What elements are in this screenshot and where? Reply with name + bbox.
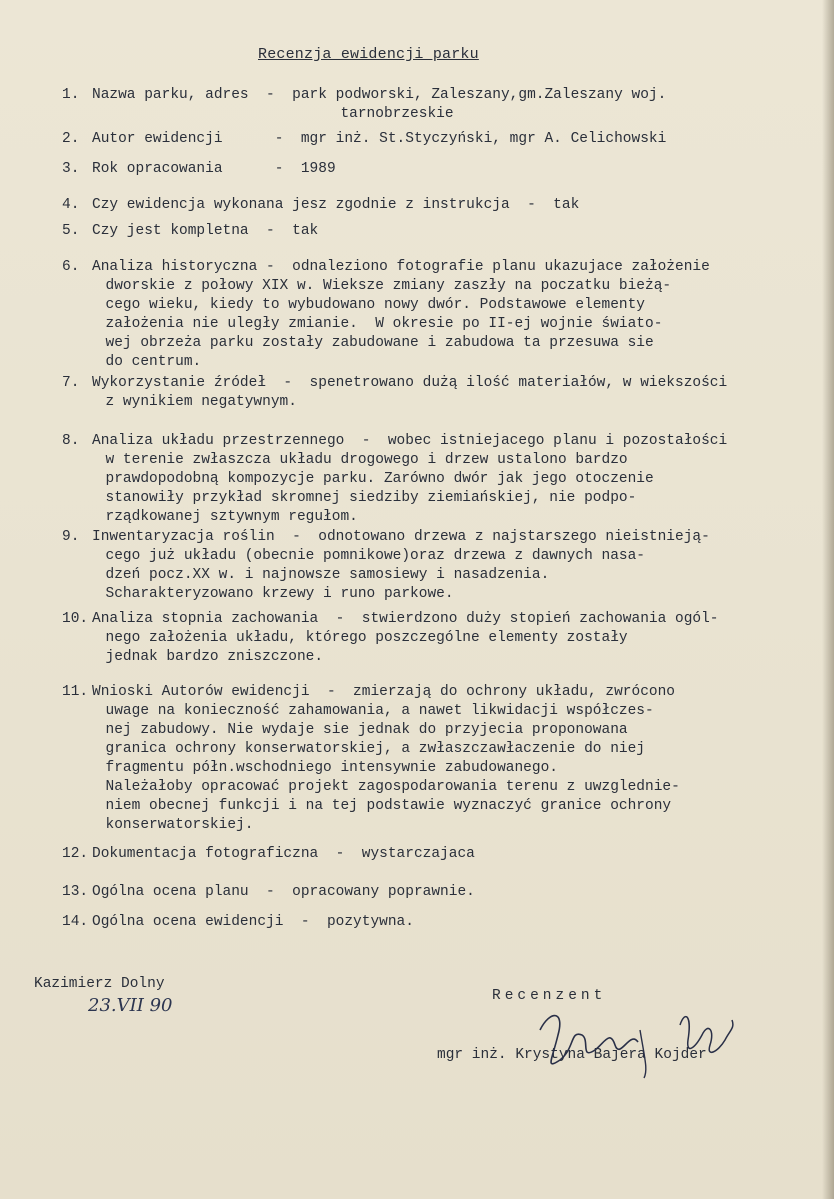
item-text-line: Analiza historyczna - odnaleziono fotografie planu ukazujace założenie	[92, 259, 710, 275]
place-of-signing: Kazimierz Dolny	[34, 976, 165, 992]
item-text-line: Należałoby opracować projekt zagospodarowania terenu z uwzglednie-	[62, 779, 680, 795]
item-number: 2.	[62, 131, 80, 147]
item-number: 12.	[62, 846, 89, 862]
item-text-line: Wykorzystanie źródeł - spenetrowano dużą ilość materiałów, w wiekszości	[92, 375, 728, 391]
item-text-line: założenia nie uległy zmianie. W okresie po II-ej wojnie świato-	[62, 316, 663, 332]
item-text-line: nej zabudowy. Nie wydaje sie jednak do przyjecia proponowana	[62, 722, 628, 738]
item-text-line: granica ochrony konserwatorskiej, a zwłaszczawłaczenie do niej	[62, 741, 645, 757]
item-text-line: Wnioski Autorów ewidencji - zmierzają do ochrony układu, zwrócono	[92, 684, 675, 700]
item-text-line: Scharakteryzowano krzewy i runo parkowe.	[62, 586, 454, 602]
review-item	[62, 432, 822, 527]
item-text-line: Ogólna ocena planu - opracowany poprawnie.	[92, 884, 475, 900]
item-text-line: dworskie z połowy XIX w. Wieksze zmiany zaszły na poczatku bieżą-	[62, 278, 672, 294]
item-text-line: Ogólna ocena ewidencji - pozytywna.	[92, 914, 414, 930]
item-text-line: uwage na konieczność zahamowania, a nawet likwidacji współczes-	[62, 703, 654, 719]
review-item	[62, 845, 822, 864]
item-text-line: Inwentaryzacja roślin - odnotowano drzewa z najstarszego nieistnieją-	[92, 529, 710, 545]
item-text-line: Dokumentacja fotograficzna - wystarczajaca	[92, 846, 475, 862]
reviewer-label: Recenzent	[492, 988, 607, 1004]
review-item	[62, 883, 822, 902]
item-text-line: Czy ewidencja wykonana jesz zgodnie z instrukcja - tak	[92, 197, 580, 213]
review-item	[62, 610, 822, 667]
review-item	[62, 196, 822, 215]
item-number: 1.	[62, 87, 80, 103]
reviewer-name: mgr inż. Krystyna Bajera Kojder	[437, 1047, 707, 1063]
review-item	[62, 913, 822, 932]
item-text-line: cego wieku, kiedy to wybudowano nowy dwór. Podstawowe elementy	[62, 297, 645, 313]
review-item	[62, 374, 822, 412]
review-item	[62, 86, 822, 124]
item-number: 3.	[62, 161, 80, 177]
review-item	[62, 160, 822, 179]
handwritten-date: 23.VII 90	[88, 995, 173, 1016]
review-item	[62, 130, 822, 149]
item-text-line: w terenie zwłaszcza układu drogowego i drzew ustalono bardzo	[62, 452, 628, 468]
item-text-line: Autor ewidencji - mgr inż. St.Styczyński, mgr A. Celichowski	[92, 131, 667, 147]
item-text-line: Analiza układu przestrzennego - wobec istniejacego planu i pozostałości	[92, 433, 728, 449]
item-text-line: Nazwa parku, adres - park podworski, Zaleszany,gm.Zaleszany woj.	[92, 87, 667, 103]
page-edge-shadow	[822, 0, 834, 1199]
item-text-line: cego już układu (obecnie pomnikowe)oraz drzewa z dawnych nasa-	[62, 548, 645, 564]
item-number: 7.	[62, 375, 80, 391]
item-text-line: jednak bardzo zniszczone.	[62, 649, 324, 665]
item-number: 9.	[62, 529, 80, 545]
item-text-line: tarnobrzeskie	[62, 106, 454, 122]
item-number: 6.	[62, 259, 80, 275]
item-number: 5.	[62, 223, 80, 239]
item-number: 13.	[62, 884, 89, 900]
item-text-line: z wynikiem negatywnym.	[62, 394, 297, 410]
item-number: 14.	[62, 914, 89, 930]
item-number: 11.	[62, 684, 89, 700]
item-text-line: wej obrzeża parku zostały zabudowane i zabudowa ta przesuwa sie	[62, 335, 654, 351]
item-number: 10.	[62, 611, 89, 627]
item-number: 8.	[62, 433, 80, 449]
item-text-line: konserwatorskiej.	[62, 817, 254, 833]
review-item	[62, 222, 822, 241]
item-text-line: fragmentu półn.wschodniego intensywnie zabudowanego.	[62, 760, 558, 776]
item-text-line: prawdopodobną kompozycje parku. Zarówno dwór jak jego otoczenie	[62, 471, 654, 487]
item-text-line: Czy jest kompletna - tak	[92, 223, 319, 239]
document-title: Recenzja ewidencji parku	[258, 46, 479, 63]
review-item	[62, 528, 822, 604]
item-text-line: Rok opracowania - 1989	[92, 161, 336, 177]
item-text-line: stanowiły przykład skromnej siedziby ziemiańskiej, nie podpo-	[62, 490, 637, 506]
review-item	[62, 683, 822, 835]
handwritten-signature	[520, 1000, 760, 1080]
item-text-line: rządkowanej sztywnym regułom.	[62, 509, 358, 525]
item-text-line: do centrum.	[62, 354, 202, 370]
item-text-line: nego założenia układu, którego poszczególne elementy zostały	[62, 630, 628, 646]
item-text-line: Analiza stopnia zachowania - stwierdzono duży stopień zachowania ogól-	[92, 611, 719, 627]
item-text-line: dzeń pocz.XX w. i najnowsze samosiewy i nasadzenia.	[62, 567, 550, 583]
review-item	[62, 258, 822, 372]
item-number: 4.	[62, 197, 80, 213]
item-text-line: niem obecnej funkcji i na tej podstawie wyznaczyć granice ochrony	[62, 798, 672, 814]
